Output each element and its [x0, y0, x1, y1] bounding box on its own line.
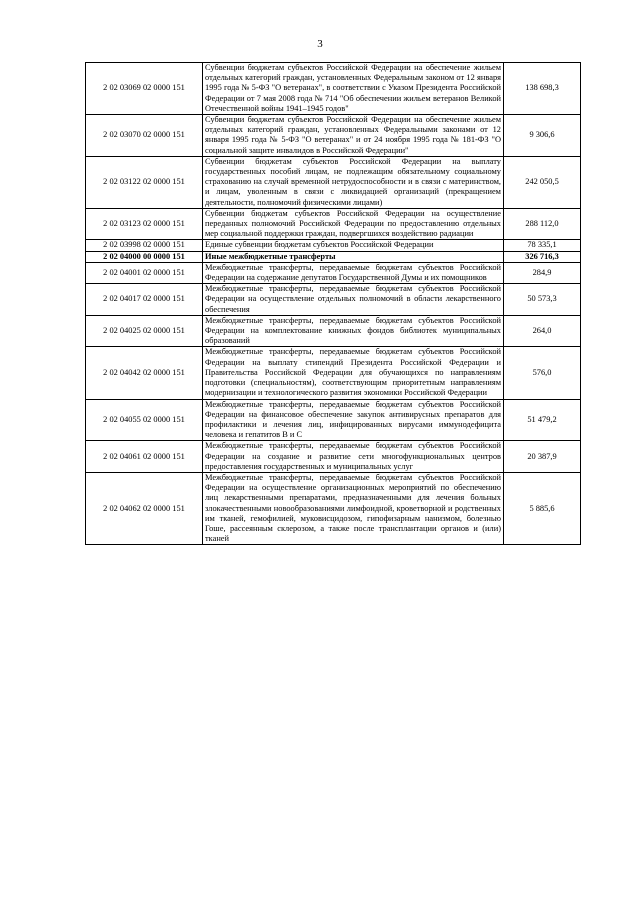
budget-description: Межбюджетные трансферты, передаваемые бюджетам субъектов Российской Федерации на создание и развитие сети многофункциональных центров предоставления государственных и муниципальных услуг	[203, 441, 504, 473]
budget-code: 2 02 03122 02 0000 151	[86, 156, 203, 208]
budget-amount: 242 050,5	[504, 156, 581, 208]
budget-code: 2 02 03069 02 0000 151	[86, 63, 203, 115]
table-row	[86, 399, 581, 441]
budget-description: Субвенции бюджетам субъектов Российской Федерации на обеспечение жильем отдельных категорий граждан, установленных Федеральными законами от 12 января 1995 года № 5-ФЗ "О ветеранах" и от 24 ноября 1995 года № 181-ФЗ "О социальной защите инвалидов в Российской Федерации"	[203, 115, 504, 157]
budget-description: Межбюджетные трансферты, передаваемые бюджетам субъектов Российской Федерации на финансовое обеспечение закупок антивирусных препаратов для профилактики и лечения лиц, инфицированных вирусами иммунодефицита человека и гепатитов В и С	[203, 399, 504, 441]
table-row	[86, 63, 581, 115]
budget-code: 2 02 03998 02 0000 151	[86, 240, 203, 251]
budget-code: 2 02 03123 02 0000 151	[86, 208, 203, 240]
budget-amount: 78 335,1	[504, 240, 581, 251]
table-row	[86, 347, 581, 399]
budget-amount: 9 306,6	[504, 115, 581, 157]
budget-description: Межбюджетные трансферты, передаваемые бюджетам субъектов Российской Федерации на содержание депутатов Государственной Думы и их помощников	[203, 262, 504, 283]
budget-code: 2 02 04000 00 0000 151	[86, 251, 203, 262]
table-row	[86, 284, 581, 316]
budget-table	[85, 62, 581, 545]
table-row	[86, 156, 581, 208]
table-row	[86, 115, 581, 157]
budget-description: Межбюджетные трансферты, передаваемые бюджетам субъектов Российской Федерации на выплату стипендий Президента Российской Федерации и Правительства Российской Федерации для обучающихся по направлениям подготовки (специальностям), соответствующим приоритетным направлениям модернизации и технологического развития экономики Российской Федерации	[203, 347, 504, 399]
budget-description: Межбюджетные трансферты, передаваемые бюджетам субъектов Российской Федерации на осуществление отдельных полномочий в области лекарственного обеспечения	[203, 284, 504, 316]
budget-amount: 576,0	[504, 347, 581, 399]
budget-amount: 5 885,6	[504, 472, 581, 544]
budget-amount: 288 112,0	[504, 208, 581, 240]
table-row	[86, 472, 581, 544]
budget-code: 2 02 04025 02 0000 151	[86, 315, 203, 347]
budget-description: Субвенции бюджетам субъектов Российской Федерации на обеспечение жильем отдельных категорий граждан, установленных Федеральным законом от 12 января 1995 года № 5-ФЗ "О ветеранах", в соответствии с Указом Президента Российской Федерации от 7 мая 2008 года № 714 "Об обеспечении жильем ветеранов Великой Отечественной войны 1941–1945 годов"	[203, 63, 504, 115]
budget-amount: 264,0	[504, 315, 581, 347]
budget-description: Единые субвенции бюджетам субъектов Российской Федерации	[203, 240, 504, 251]
budget-description: Субвенции бюджетам субъектов Российской Федерации на осуществление переданных полномочий Российской Федерации по предоставлению отдельных мер социальной поддержки граждан, подвергшихся воздействию радиации	[203, 208, 504, 240]
budget-code: 2 02 04055 02 0000 151	[86, 399, 203, 441]
table-row	[86, 441, 581, 473]
budget-amount: 138 698,3	[504, 63, 581, 115]
budget-code: 2 02 04062 02 0000 151	[86, 472, 203, 544]
table-row	[86, 208, 581, 240]
budget-amount: 51 479,2	[504, 399, 581, 441]
budget-amount: 20 387,9	[504, 441, 581, 473]
budget-code: 2 02 03070 02 0000 151	[86, 115, 203, 157]
budget-description: Межбюджетные трансферты, передаваемые бюджетам субъектов Российской Федерации на комплектование книжных фондов библиотек муниципальных образований	[203, 315, 504, 347]
page-number: 3	[317, 38, 323, 50]
budget-code: 2 02 04061 02 0000 151	[86, 441, 203, 473]
budget-code: 2 02 04017 02 0000 151	[86, 284, 203, 316]
budget-description: Субвенции бюджетам субъектов Российской Федерации на выплату государственных пособий лицам, не подлежащим обязательному социальному страхованию на случай временной нетрудоспособности и в связи с материнством, и лицам, уволенным в связи с ликвидацией организаций (прекращением деятельности, полномочий физическими лицами)	[203, 156, 504, 208]
table-row	[86, 315, 581, 347]
budget-amount: 326 716,3	[504, 251, 581, 262]
budget-code: 2 02 04001 02 0000 151	[86, 262, 203, 283]
table-row	[86, 262, 581, 283]
budget-amount: 50 573,3	[504, 284, 581, 316]
budget-code: 2 02 04042 02 0000 151	[86, 347, 203, 399]
budget-description: Иные межбюджетные трансферты	[203, 251, 504, 262]
budget-amount: 284,9	[504, 262, 581, 283]
budget-description: Межбюджетные трансферты, передаваемые бюджетам субъектов Российской Федерации на осуществление организационных мероприятий по обеспечению лиц лекарственными препаратами, предназначенными для лечения больных злокачественными новообразованиями лимфоидной, кроветворной и родственных им тканей, гемофилией, муковисцидозом, гипофизарным нанизмом, болезнью Гоше, рассеянным склерозом, а также после трансплантации органов и (или) тканей	[203, 472, 504, 544]
table-row-group-total	[86, 251, 581, 262]
table-row	[86, 240, 581, 251]
